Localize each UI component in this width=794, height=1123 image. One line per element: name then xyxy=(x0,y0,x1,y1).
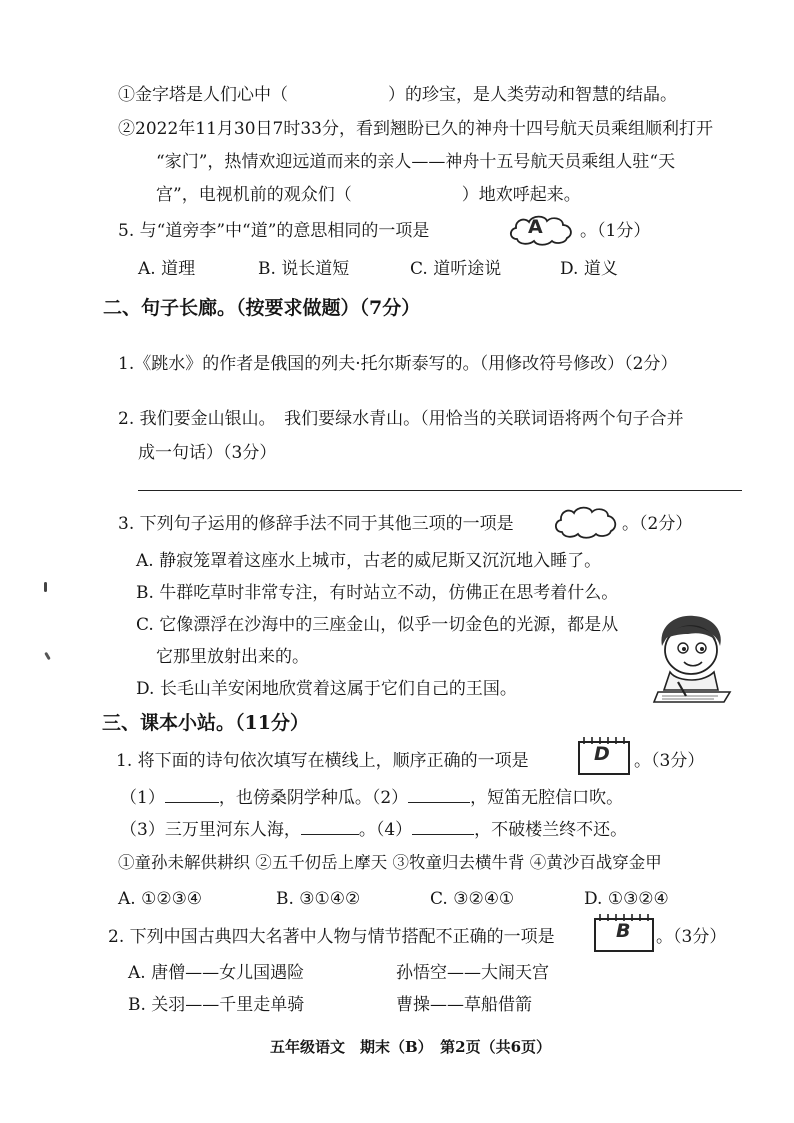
s3-fill-line-2 xyxy=(120,818,627,841)
s3-q2-handwritten-answer: B xyxy=(616,920,631,942)
q4-sentence-2-line1: ②2022年11月30日7时33分，看到翘盼已久的神舟十四号航天员乘组顺利打开 xyxy=(118,119,713,139)
fill-blank-1[interactable] xyxy=(165,786,219,803)
q5-option-c: C. 道听途说 xyxy=(410,259,502,279)
s2-question-2-line2: 成一句话）（3分） xyxy=(138,443,277,463)
section-2-title: 二、句子长廊。（按要求做题）（7分） xyxy=(103,297,421,319)
scan-mark-2 xyxy=(44,652,51,660)
s3-q2-after: 。（3分） xyxy=(656,927,727,947)
q5-handwritten-answer: A xyxy=(528,216,543,238)
s2-q3-option-c-cont: 它那里放射出来的。 xyxy=(156,647,309,667)
s2-q3-option-b: B. 牛群吃草时非常专注，有时站立不动，仿佛正在思考着什么。 xyxy=(136,583,619,603)
s3-q2-before: 2. 下列中国古典四大名著中人物与情节搭配不正确的一项是 xyxy=(108,927,555,947)
s2-q2-answer-line[interactable] xyxy=(138,490,742,491)
s3-q1-before: 1. 将下面的诗句依次填写在横线上，顺序正确的一项是 xyxy=(116,751,529,771)
s3-q1-option-a: A. ①②③④ xyxy=(118,889,203,909)
s2-q3-option-d: D. 长毛山羊安闲地欣赏着这属于它们自己的王国。 xyxy=(136,679,517,699)
q4-line1-before: ①金字塔是人们心中（ xyxy=(118,85,288,105)
s3-fill-2c: ，不破楼兰终不还。 xyxy=(474,820,628,840)
s2-q3-option-a: A. 静寂笼罩着这座水上城市，古老的威尼斯又沉沉地入睡了。 xyxy=(136,551,602,571)
s3-fill-1b: ，也傍桑阴学种瓜。（2） xyxy=(218,788,409,808)
s3-poem-lines: ①童孙未解供耕织 ②五千仞岳上摩天 ③牧童归去横牛背 ④黄沙百战穿金甲 xyxy=(118,853,662,872)
q4-sentence-2-line2: “家门”，热情欢迎远道而来的亲人——神舟十五号航天员乘组人驻“天 xyxy=(156,152,676,172)
s3-q2-option-b-right: 曹操——草船借箭 xyxy=(396,995,532,1015)
q5-option-d: D. 道义 xyxy=(560,259,618,279)
s2-question-1: 1.《跳水》的作者是俄国的列夫·托尔斯泰写的。（用修改符号修改）（2分） xyxy=(118,354,678,374)
s3-q1-handwritten-answer: D xyxy=(594,743,610,765)
section-3-title: 三、课本小站。（11分） xyxy=(102,712,309,734)
page-footer: 五年级语文 期末（B） 第2页（共6页） xyxy=(270,1038,552,1056)
q4-line4-before: 宫”，电视机前的观众们（ xyxy=(156,185,352,205)
s2-q3-before: 3. 下列句子运用的修辞手法不同于其他三项的一项是 xyxy=(118,514,514,534)
s3-q2-option-b-left: B. 关羽——千里走单骑 xyxy=(128,995,305,1015)
q5-option-a: A. 道理 xyxy=(138,259,196,279)
s3-q2-option-a-left: A. 唐僧——女儿国遇险 xyxy=(128,963,305,983)
fill-blank-4[interactable] xyxy=(412,818,474,835)
s3-fill-line-1 xyxy=(120,786,623,809)
s3-q1-option-d: D. ①③②④ xyxy=(584,889,669,909)
q4-line4-after: ）地欢呼起来。 xyxy=(461,185,581,205)
s3-fill-1a: （1） xyxy=(120,788,165,808)
q4-sentence-1 xyxy=(118,84,677,106)
s3-fill-2a: （3）三万里河东人海， xyxy=(120,820,301,840)
s3-fill-1c: ，短笛无腔信口吹。 xyxy=(470,788,624,808)
s2-q3-after: 。（2分） xyxy=(622,514,693,534)
scan-mark-1 xyxy=(44,582,47,592)
s3-q1-option-c: C. ③②④① xyxy=(430,889,515,909)
q5-stem-before: 5. 与“道旁李”中“道”的意思相同的一项是 xyxy=(118,221,430,241)
s2-question-3 xyxy=(118,513,514,535)
q5-stem-after: 。（1分） xyxy=(580,221,651,241)
q5-option-b: B. 说长道短 xyxy=(258,259,350,279)
s2-q3-option-c: C. 它像漂浮在沙海中的三座金山，似乎一切金色的光源，都是从 xyxy=(136,615,619,635)
student-writing-illustration xyxy=(648,612,734,704)
s3-q1-option-b: B. ③①④② xyxy=(276,889,361,909)
s2-question-2-line1: 2. 我们要金山银山。 我们要绿水青山。（用恰当的关联词语将两个句子合并 xyxy=(118,409,684,429)
q4-line1-after: ）的珍宝，是人类劳动和智慧的结晶。 xyxy=(388,85,677,105)
s3-question-1 xyxy=(116,750,529,772)
fill-blank-3[interactable] xyxy=(301,818,359,835)
fill-blank-2[interactable] xyxy=(408,786,470,803)
s3-q2-option-a-right: 孙悟空——大闹天宫 xyxy=(396,963,549,983)
s3-q1-after: 。（3分） xyxy=(634,751,705,771)
s3-question-2 xyxy=(108,926,555,948)
q5-stem xyxy=(118,220,429,242)
q4-sentence-2-line3 xyxy=(156,184,581,206)
s2-q3-answer-cloud[interactable] xyxy=(552,504,620,540)
s3-fill-2b: 。（4） xyxy=(358,820,413,840)
